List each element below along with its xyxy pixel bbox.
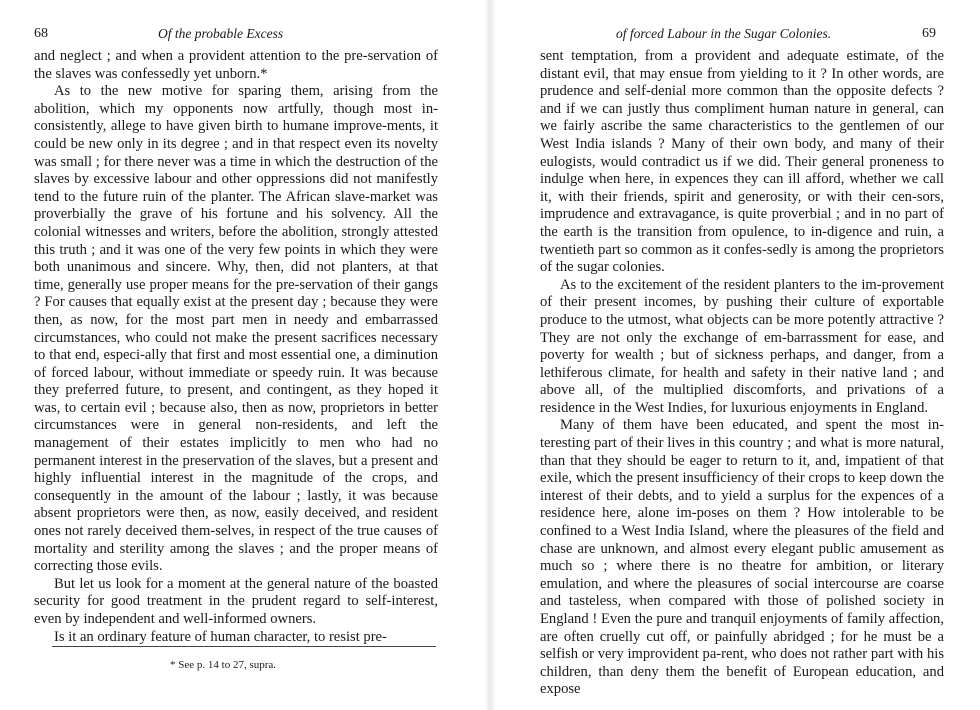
paragraph: As to the excitement of the resident planters to the im-provement of their present incomes, by pushing their culture of exportable produce to the utmost, what objects can be more potently attractive ? They are not only the exchange of em-barrassment for ease, and poverty for wealth ; but of sickness perhaps, and danger, from a lethiferous climate, for health and safety in their native land ; and above all, of the multiplied discomforts, and privations of a residence in the West Indies, for luxurious enjoyments in England. bbox=[540, 276, 944, 416]
running-head-left: Of the probable Excess bbox=[158, 26, 284, 41]
left-page-body bbox=[34, 48, 438, 646]
paragraph: Is it an ordinary feature of human character, to resist pre- bbox=[54, 628, 387, 645]
paragraph: Many of them have been educated, and spent the most in-teresting part of their lives in this country ; and what is more natural, than that they should be eager to return to it, and, impatient of that exile, which the present insufficiency of their crops to keep down the interest of their debts, and to yield a surplus for the expences of a residence here, alone im-poses on them ? How intolerable to be confined to a West India Island, where the pleasures of the field and chase are unknown, and almost every elegant public amusement as much so ; where there is no theatre for ambition, or literary emulation, and where the pleasures of social intercourse are coarse and tasteless, when compared with those of polished society in England ! Even the pure and tranquil enjoyments of family affection, are often cruelly cut off, or painfully abridged ; for he must be a selfish or very improvident pa-rent, who does not rather part with his children, than deny them the benefit of European education, and expose bbox=[540, 417, 944, 698]
paragraph: sent temptation, from a provident and adequate estimate, of the distant evil, that may ensue from yielding to it ? In other words, are prudence and self-denial more common than the opposite defects ? and if we can justly thus compliment human nature in general, can we fairly ascribe the same characteristics to the gentlemen of our West India islands ? Many of their own body, and many of their eulogists, would contradict us if we did. Their general proneness to indulge when here, in expences they can ill afford, whether we call it, with their friends, spirit and generosity, or with their cen-sors, imprudence and extravagance, is quite proverbial ; and in no part of the earth is the transition from opulence, to in-digence and ruin, a twentieth part so common as it confes-sedly is among the proprietors of the sugar colonies. bbox=[540, 48, 944, 276]
paragraph: But let us look for a moment at the general nature of the boasted security for good treatment in the prudent regard to self-interest, even by independent and well-informed owners. bbox=[34, 575, 438, 627]
right-page-body bbox=[540, 48, 944, 699]
page-number-right: 69 bbox=[922, 26, 936, 41]
running-head-right: of forced Labour in the Sugar Colonies. bbox=[616, 26, 832, 41]
footnote-divider bbox=[52, 646, 436, 647]
paragraph: As to the new motive for sparing them, arising from the abolition, which my opponents now artfully, though most in-consistently, allege to have given birth to humane improve-ments, it could be new only in its degree ; and in that respect even its novelty was small ; for there never was a time in which the destruction of the slaves by excessive labour and other oppressions did not manifestly tend to the future ruin of the planter. The African slave-market was proverbially the grave of his fortune and his solvency. All the colonial witnesses and writers, before the abolition, strongly attested this truth ; and it was one of the very few points in which they were both unanimous and sincere. Why, then, did not planters, at that time, generally use proper means for the pre-servation of their gangs ? For causes that equally exist at the present day ; because they were then, as now, for the most part men in needy and embarrassed circumstances, who could not make the present sacrifices necessary to that end, especi-ally that first and most essential one, a diminution of forced labour, without immediate or speedy ruin. It was because they preferred future, to present, and contingent, as they hoped it was, to certain evil ; because also, then as now, proprietors in better circumstances were in general non-residents, and left the management of their estates implicitly to men who had no permanent interest in the preservation of the slaves, but a present and highly influential interest in the magnitude of the crops, and consequently in the amount of the labour ; lastly, it was because absent proprietors were then, as now, easily deceived, and resident ones not rarely deceived them-selves, in respect of the true causes of mortality and sterility among the slaves ; and the proper means of correcting those evils. bbox=[34, 83, 438, 575]
footnote: * See p. 14 to 27, supra. bbox=[170, 659, 277, 671]
paragraph: and neglect ; and when a provident attention to the pre-servation of the slaves was confessedly yet unborn.* bbox=[34, 48, 438, 82]
page-number-left: 68 bbox=[34, 26, 48, 41]
